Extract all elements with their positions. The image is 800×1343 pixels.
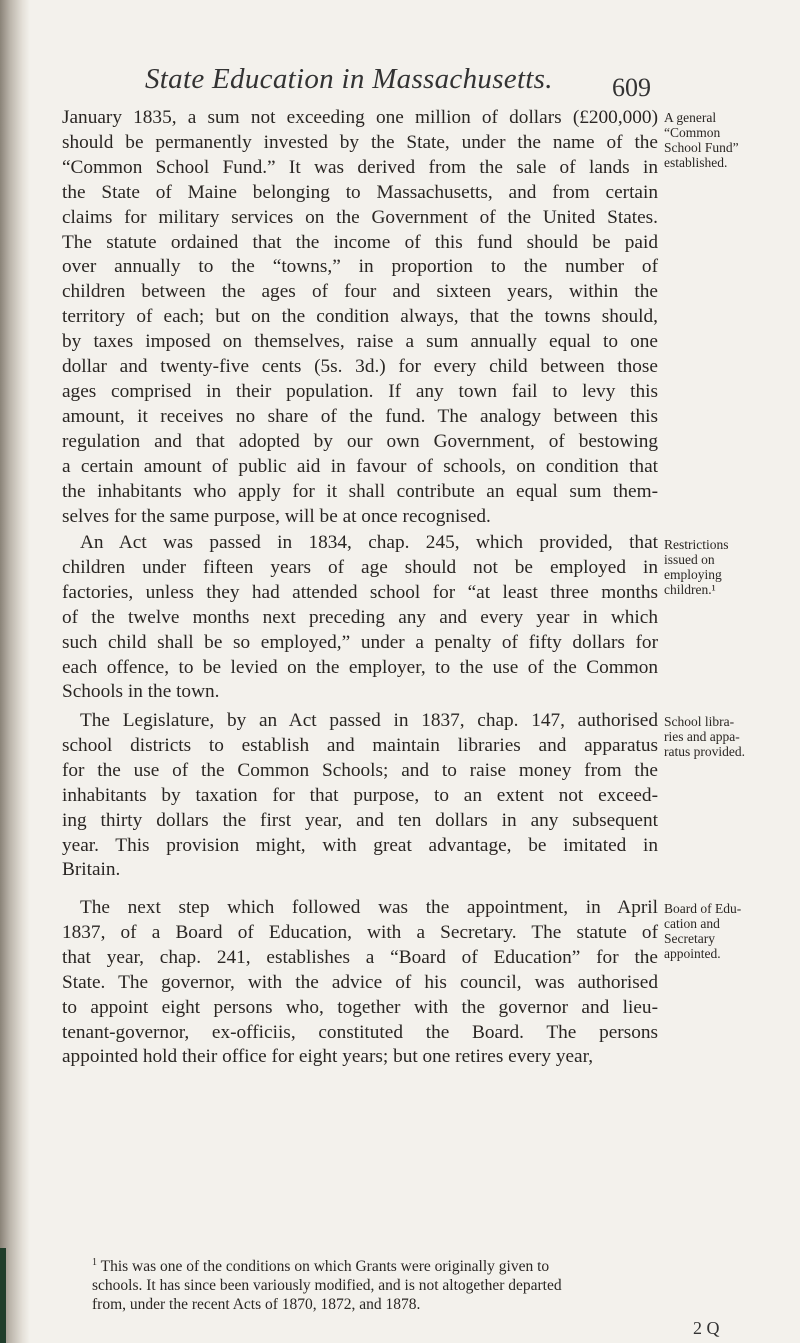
sidenote-line: School Fund” [664, 140, 739, 155]
sidenote-line: ries and appa- [664, 729, 740, 744]
sidenote-line: A general [664, 110, 717, 125]
text-line: regulation and that adopted by our own Government, of bestowing [62, 430, 658, 452]
footnote-text: This was one of the conditions on which Grants were originally given to [100, 1258, 550, 1276]
sidenote-board-of-education [664, 901, 792, 961]
text-line: dollar and twenty-five cents (5s. 3d.) for every child between those [62, 356, 658, 378]
text-line: of the twelve months next preceding any and every year in which [62, 606, 658, 628]
text-line: to appoint eight persons who, together with the governor and lieu- [62, 996, 658, 1018]
text-line: each offence, to be levied on the employer, to the use of the Common [62, 656, 658, 678]
text-line: The statute ordained that the income of this fund should be paid [62, 231, 658, 253]
text-line: An Act was passed in 1834, chap. 245, which provided, that [80, 532, 658, 553]
sidenote-line: established. [664, 155, 728, 170]
sidenote-common-school-fund [664, 110, 792, 170]
paragraph-board-of-education [62, 896, 658, 1070]
text-line: children under fifteen years of age should not be employed in [62, 556, 658, 578]
sidenote-line: Board of Edu- [664, 901, 742, 916]
text-line: claims for military services on the Government of the United States. [62, 206, 658, 228]
signature-mark: 2 Q [693, 1318, 720, 1338]
sidenote-line: Secretary [664, 931, 715, 946]
text-line: ages comprised in their population. If any town fail to levy this [62, 380, 658, 402]
text-line: the inhabitants who apply for it shall contribute an equal sum them- [62, 480, 658, 502]
footnote-marker: 1 [92, 1257, 97, 1268]
text-line: the State of Maine belonging to Massachusetts, and from certain [62, 181, 658, 203]
paragraph-employment-restrictions [62, 531, 658, 705]
sidenote-line: cation and [664, 916, 720, 931]
sidenote-line: appointed. [664, 946, 721, 961]
text-line: Schools in the town. [62, 681, 220, 703]
text-line: inhabitants by taxation for that purpose, to an extent not exceed- [62, 784, 658, 806]
text-line: amount, it receives no share of the fund. The analogy between this [62, 405, 658, 427]
page-edge-tab [0, 1248, 6, 1343]
text-line: over annually to the “towns,” in proportion to the number of [62, 256, 658, 278]
sidenote-line: Restrictions [664, 537, 729, 552]
sidenote-line: School libra- [664, 714, 735, 729]
text-line: The next step which followed was the appointment, in April [80, 897, 658, 918]
text-line: 1837, of a Board of Education, with a Secretary. The statute of [62, 921, 658, 943]
text-line: factories, unless they had attended school for “at least three months [62, 581, 658, 603]
text-line: school districts to establish and maintain libraries and apparatus [62, 734, 658, 756]
sidenote-line: employing [664, 567, 722, 582]
text-line: The Legislature, by an Act passed in 1837, chap. 147, authorised [80, 710, 658, 731]
sidenote-line: issued on [664, 552, 715, 567]
text-line: January 1835, a sum not exceeding one million of dollars (£200,000) [62, 107, 658, 128]
text-line: tenant-governor, ex-officiis, constituted the Board. The persons [62, 1021, 658, 1043]
text-line: Britain. [62, 859, 121, 881]
text-line: appointed hold their office for eight years; but one retires every year, [62, 1046, 594, 1068]
text-line: “Common School Fund.” It was derived from the sale of lands in [62, 156, 658, 178]
page-gutter-shadow [0, 0, 30, 1343]
text-line: State. The governor, with the advice of his council, was authorised [62, 971, 658, 993]
paragraph-common-school-fund [62, 106, 658, 529]
footnote [92, 1253, 658, 1314]
paragraph-school-libraries [62, 709, 658, 883]
sidenote-school-libraries [664, 714, 792, 759]
text-line: for the use of the Common Schools; and to raise money from the [62, 759, 658, 781]
page-header [0, 63, 800, 103]
footnote-line: schools. It has since been variously modified, and is not altogether departed [92, 1277, 562, 1295]
sidenote-line: “Common [664, 125, 721, 140]
text-line: territory of each; but on the condition always, that the towns should, [62, 306, 658, 328]
footnote-line: from, under the recent Acts of 1870, 1872, and 1878. [92, 1296, 421, 1314]
sidenote-line: ratus provided. [664, 744, 745, 759]
text-line: a certain amount of public aid in favour of schools, on condition that [62, 455, 658, 477]
running-title: State Education in Massachusetts. [145, 63, 553, 95]
sidenote-employment-restrictions [664, 537, 792, 597]
text-line: should be permanently invested by the State, under the name of the [62, 131, 658, 153]
text-line: such child shall be so employed,” under a penalty of fifty dollars for [62, 631, 658, 653]
text-line: by taxes imposed on themselves, raise a sum annually equal to one [62, 331, 658, 353]
sidenote-line: children.¹ [664, 582, 716, 597]
page-number: 609 [612, 73, 651, 102]
text-line: year. This provision might, with great advantage, be imitated in [62, 834, 658, 856]
footnote-line [92, 1253, 658, 1276]
text-line: ing thirty dollars the first year, and ten dollars in any subsequent [62, 809, 658, 831]
text-line: children between the ages of four and sixteen years, within the [62, 281, 658, 303]
text-line: selves for the same purpose, will be at once recognised. [62, 505, 491, 527]
text-line: that year, chap. 241, establishes a “Board of Education” for the [62, 946, 658, 968]
